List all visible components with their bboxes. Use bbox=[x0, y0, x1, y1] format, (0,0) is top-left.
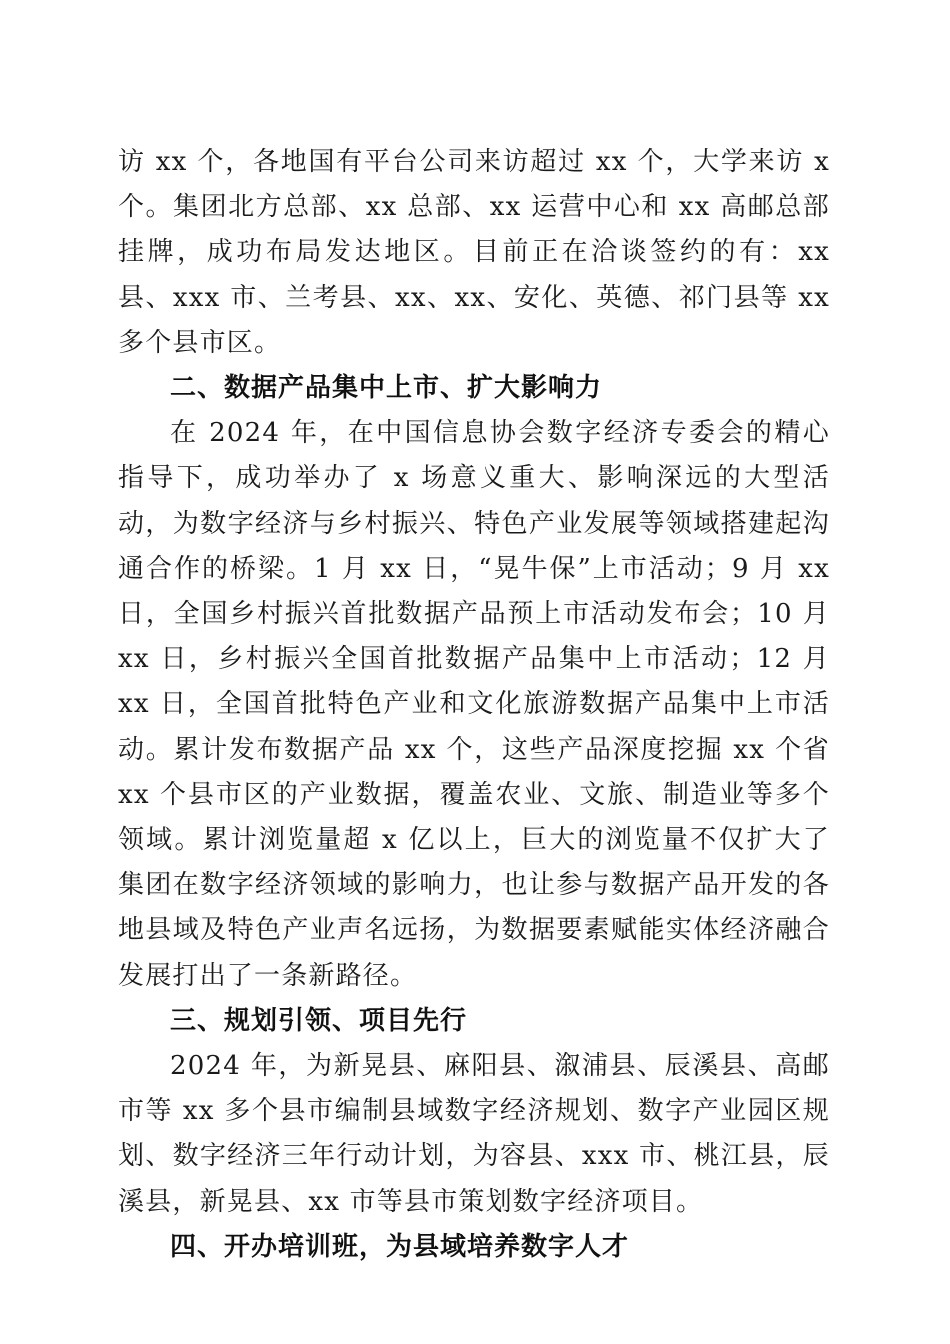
paragraph-section-3: 2024 年，为新晃县、麻阳县、溆浦县、辰溪县、高邮市等 xx 多个县市编制县域数字经济规划、数字产业园区规划、数字经济三年行动计划，为容县、xxx 市、桃江县，辰溪县，新晃县、xx 市等县市策划数字经济项目。 bbox=[118, 1051, 830, 1217]
document-body bbox=[118, 140, 830, 1270]
section-heading-4: 四、开办培训班，为县域培养数字人才 bbox=[170, 1231, 630, 1262]
section-heading-2: 二、数据产品集中上市、扩大影响力 bbox=[170, 373, 603, 404]
section-heading-3: 三、规划引领、项目先行 bbox=[170, 1005, 468, 1036]
paragraph-continued: 访 xx 个，各地国有平台公司来访超过 xx 个，大学来访 x 个。集团北方总部、xx 总部、xx 运营中心和 xx 高邮总部挂牌，成功布局发达地区。目前正在洽谈签约的有：xx 县、xxx 市、兰考县、xx、xx、安化、英德、祁门县等 xx 多个县市区。 bbox=[118, 147, 830, 358]
paragraph-section-2: 在 2024 年，在中国信息协会数字经济专委会的精心指导下，成功举办了 x 场意义重大、影响深远的大型活动，为数字经济与乡村振兴、特色产业发展等领域搭建起沟通合作的桥梁。1 月 xx 日，“晃牛保”上市活动；9 月 xx 日，全国乡村振兴首批数据产品预上市活动发布会；10 月 xx 日，乡村振兴全国首批数据产品集中上市活动；12 月 xx 日，全国首批特色产业和文化旅游数据产品集中上市活动。累计发布数据产品 xx 个，这些产品深度挖掘 xx 个省 xx 个县市区的产业数据，覆盖农业、文旅、制造业等多个领域。累计浏览量超 x 亿以上，巨大的浏览量不仅扩大了集团在数字经济领域的影响力，也让参与数据产品开发的各地县域及特色产业声名远扬，为数据要素赋能实体经济融合发展打出了一条新路径。 bbox=[118, 418, 830, 991]
